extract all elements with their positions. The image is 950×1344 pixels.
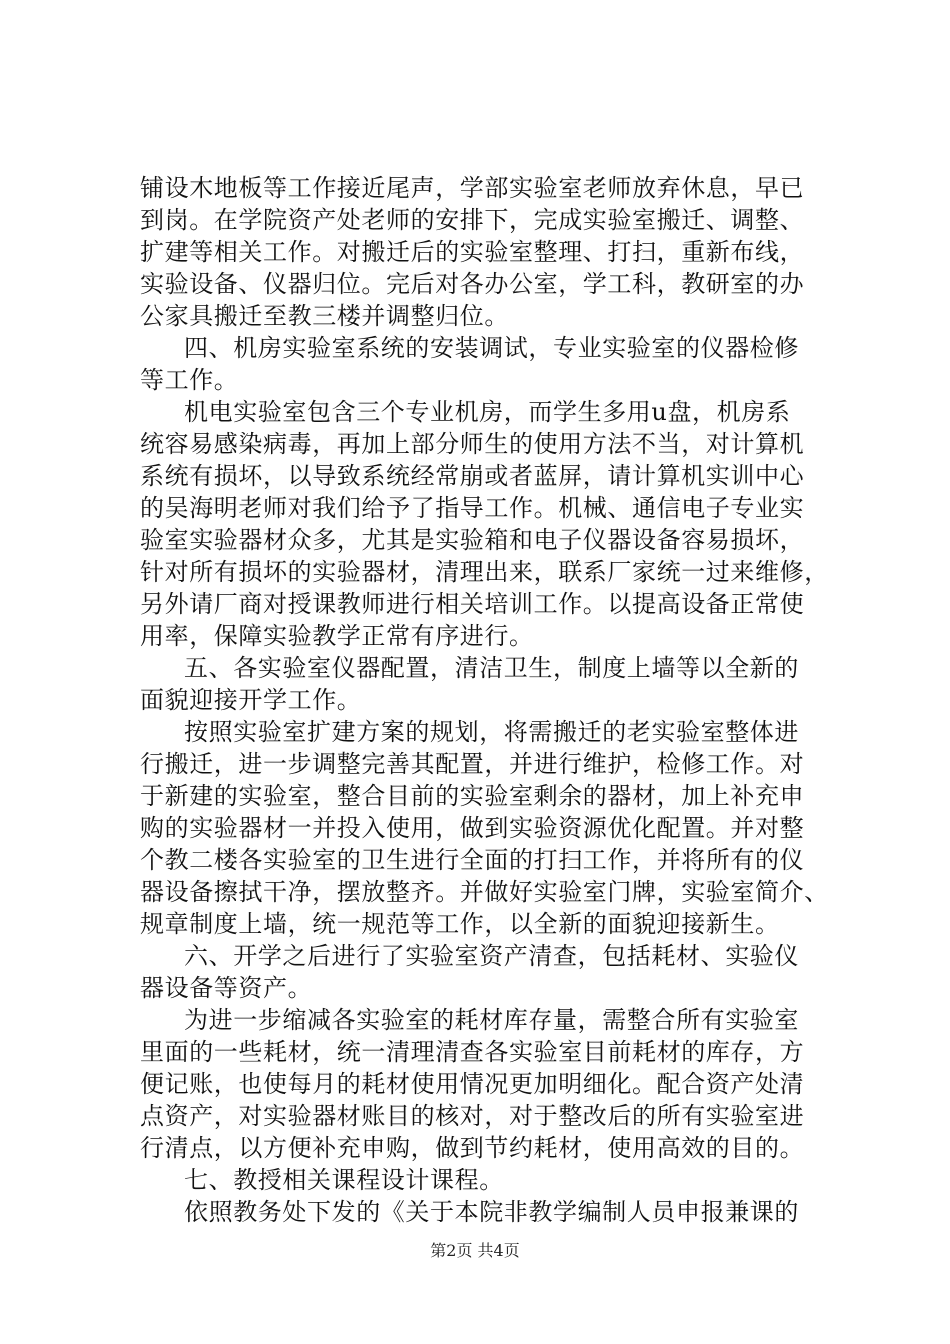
text-line: 针对所有损坏的实验器材，清理出来，联系厂家统一过来维修， xyxy=(140,558,829,586)
text-line: 公家具搬迁至教三楼并调整归位。 xyxy=(140,302,509,330)
text-line: 为进一步缩减各实验室的耗材库存量，需整合所有实验室 xyxy=(184,1006,799,1034)
text-line: 的吴海明老师对我们给予了指导工作。机械、通信电子专业实 xyxy=(140,494,805,522)
document-body xyxy=(140,172,840,1228)
text-line: 用率，保障实验教学正常有序进行。 xyxy=(140,622,534,650)
text-line: 六、开学之后进行了实验室资产清查，包括耗材、实验仪 xyxy=(184,942,799,970)
text-line: 扩建等相关工作。对搬迁后的实验室整理、打扫，重新布线， xyxy=(140,238,805,266)
text-line: 依照教务处下发的《关于本院非教学编制人员申报兼课的 xyxy=(184,1198,799,1226)
text-line: 另外请厂商对授课教师进行相关培训工作。以提高设备正常使 xyxy=(140,590,805,618)
text-line: 五、各实验室仪器配置，清洁卫生，制度上墙等以全新的 xyxy=(184,654,799,682)
text-line: 行搬迁，进一步调整完善其配置，并进行维护，检修工作。对 xyxy=(140,750,805,778)
text-line: 到岗。在学院资产处老师的安排下，完成实验室搬迁、调整、 xyxy=(140,206,805,234)
text-line: 器设备擦拭干净，摆放整齐。并做好实验室门牌，实验室简介、 xyxy=(140,878,829,906)
text-line: 便记账，也使每月的耗材使用情况更加明细化。配合资产处清 xyxy=(140,1070,805,1098)
text-line: 购的实验器材一并投入使用，做到实验资源优化配置。并对整 xyxy=(140,814,805,842)
text-line: 机电实验室包含三个专业机房，而学生多用u盘，机房系 xyxy=(184,398,791,426)
text-line: 里面的一些耗材，统一清理清查各实验室目前耗材的库存，方 xyxy=(140,1038,805,1066)
text-line: 点资产，对实验器材账目的核对，对于整改后的所有实验室进 xyxy=(140,1102,805,1130)
text-line: 等工作。 xyxy=(140,366,239,394)
page-footer: 第2页 共4页 xyxy=(430,1241,520,1260)
text-line: 个教二楼各实验室的卫生进行全面的打扫工作，并将所有的仪 xyxy=(140,846,805,874)
text-line: 四、机房实验室系统的安装调试，专业实验室的仪器检修 xyxy=(184,334,799,362)
text-line: 规章制度上墙，统一规范等工作，以全新的面貌迎接新生。 xyxy=(140,910,780,938)
text-line: 于新建的实验室，整合目前的实验室剩余的器材，加上补充申 xyxy=(140,782,805,810)
text-line: 七、教授相关课程设计课程。 xyxy=(184,1166,504,1194)
text-line: 统容易感染病毒，再加上部分师生的使用方法不当，对计算机 xyxy=(140,430,805,458)
text-line: 行清点，以方便补充申购，做到节约耗材，使用高效的目的。 xyxy=(140,1134,805,1162)
text-line: 系统有损坏，以导致系统经常崩或者蓝屏，请计算机实训中心 xyxy=(140,462,805,490)
text-line: 器设备等资产。 xyxy=(140,974,313,1002)
text-line: 按照实验室扩建方案的规划，将需搬迁的老实验室整体进 xyxy=(184,718,799,746)
text-line: 验室实验器材众多，尤其是实验箱和电子仪器设备容易损坏， xyxy=(140,526,805,554)
text-line: 面貌迎接开学工作。 xyxy=(140,686,362,714)
text-line: 实验设备、仪器归位。完后对各办公室，学工科，教研室的办 xyxy=(140,270,805,298)
text-line: 铺设木地板等工作接近尾声，学部实验室老师放弃休息，早已 xyxy=(140,174,805,202)
